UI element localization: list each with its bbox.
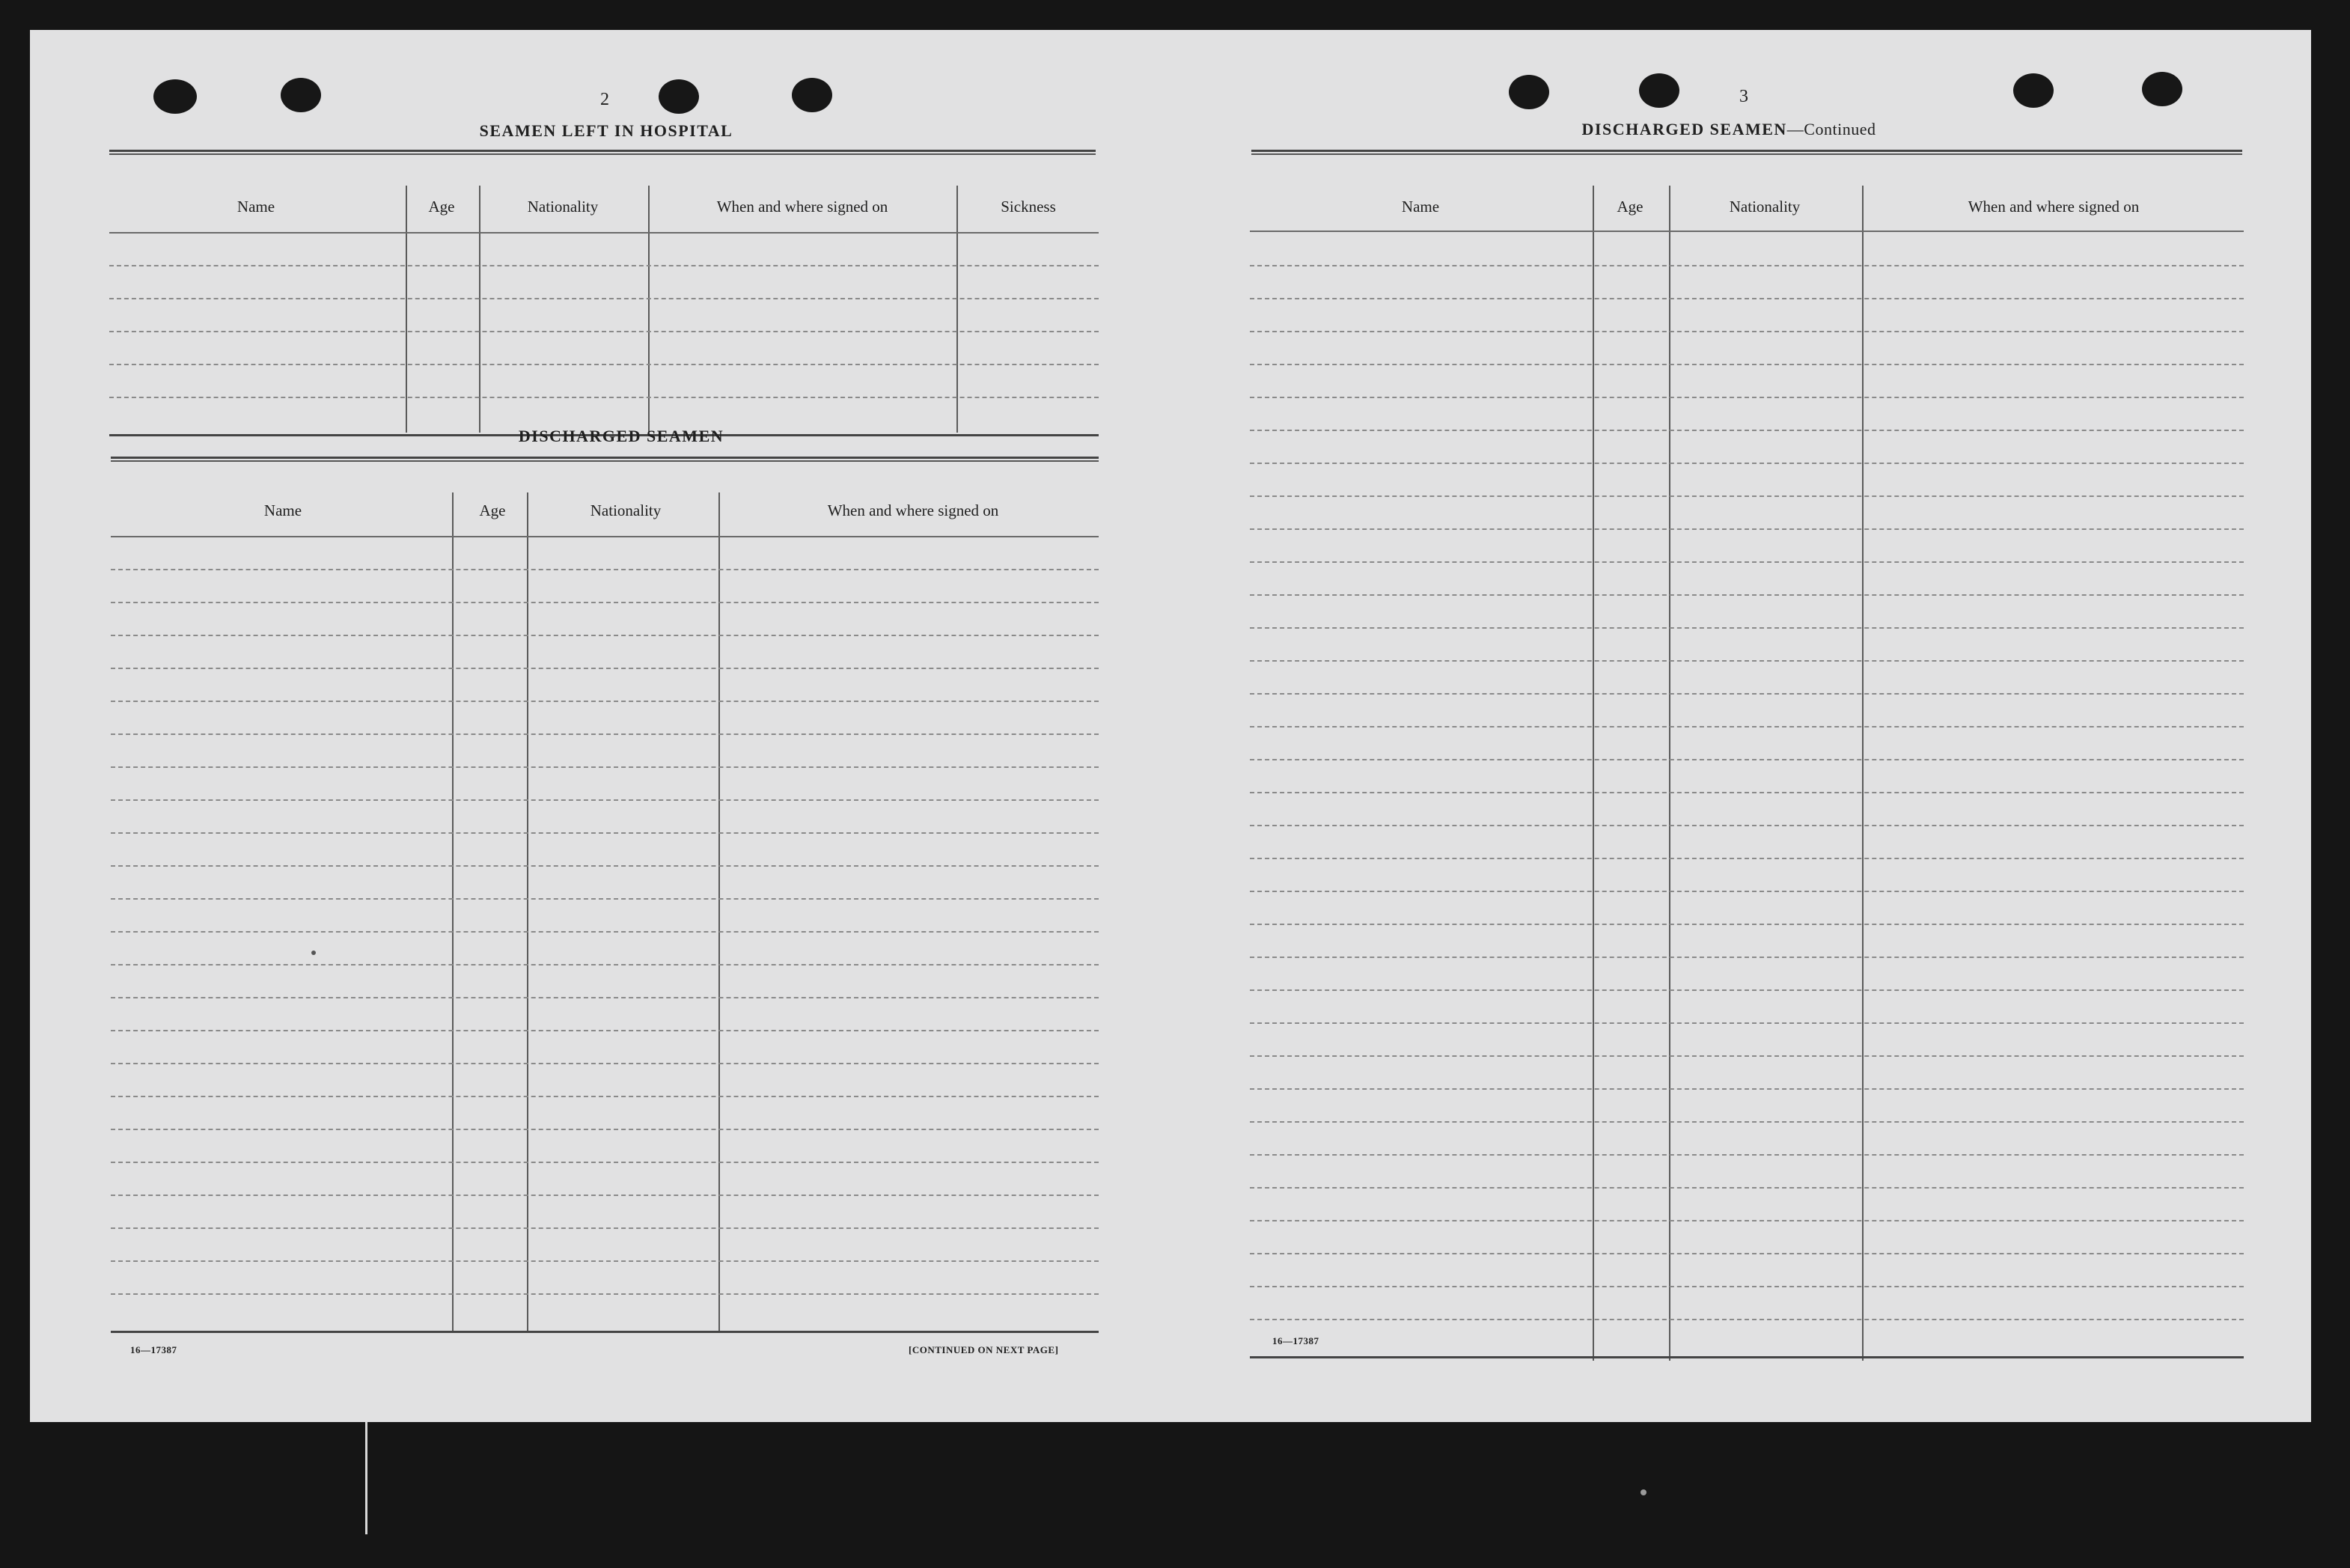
entry-row-line bbox=[1250, 891, 2244, 892]
entry-row-line bbox=[1250, 660, 2244, 662]
entry-row-line bbox=[1250, 594, 2244, 596]
entry-row-line bbox=[1250, 759, 2244, 760]
column-divider bbox=[718, 492, 720, 1331]
entry-row-line bbox=[1250, 1319, 2244, 1320]
column-divider bbox=[1862, 186, 1864, 1361]
header-underline bbox=[1250, 231, 2244, 232]
entry-row-line bbox=[111, 931, 1099, 933]
punch-hole bbox=[1639, 73, 1679, 108]
entry-row-line bbox=[1250, 298, 2244, 299]
column-divider bbox=[406, 186, 407, 433]
entry-row-line bbox=[111, 1063, 1099, 1064]
entry-row-line bbox=[111, 1227, 1099, 1229]
entry-row-line bbox=[111, 766, 1099, 768]
entry-row-line bbox=[1250, 825, 2244, 826]
entry-row-line bbox=[1250, 1286, 2244, 1287]
column-divider bbox=[1593, 186, 1594, 1361]
entry-row-line bbox=[1250, 1022, 2244, 1024]
scan-speck bbox=[1641, 1489, 1646, 1495]
entry-row-line bbox=[111, 1260, 1099, 1262]
column-header-when-where: When and where signed on bbox=[716, 198, 888, 216]
page-number-left: 2 bbox=[600, 90, 609, 109]
header-underline bbox=[109, 232, 1099, 234]
entry-row-line bbox=[1250, 364, 2244, 365]
entry-row-line bbox=[109, 397, 1099, 398]
entry-row-line bbox=[111, 733, 1099, 735]
entry-row-line bbox=[111, 997, 1099, 998]
scan-crease bbox=[365, 1422, 367, 1534]
entry-row-line bbox=[111, 635, 1099, 636]
entry-row-line bbox=[111, 569, 1099, 570]
entry-row-line bbox=[1250, 858, 2244, 859]
column-header-nationality: Nationality bbox=[527, 198, 599, 216]
entry-row-line bbox=[1250, 989, 2244, 991]
entry-row-line bbox=[1250, 1154, 2244, 1156]
paper-speck bbox=[311, 951, 316, 955]
entry-row-line bbox=[111, 898, 1099, 900]
entry-row-line bbox=[111, 832, 1099, 834]
punch-hole bbox=[792, 78, 832, 112]
entry-row-line bbox=[109, 265, 1099, 266]
continued-title-suffix: —Continued bbox=[1786, 120, 1876, 138]
punch-hole bbox=[659, 79, 699, 114]
punch-hole bbox=[153, 79, 197, 114]
form-number-right: 16—17387 bbox=[1272, 1335, 1319, 1346]
continued-note: [CONTINUED ON NEXT PAGE] bbox=[909, 1344, 1059, 1355]
entry-row-line bbox=[1250, 463, 2244, 464]
column-header-name: Name bbox=[1401, 198, 1440, 216]
column-header-age: Age bbox=[1617, 198, 1644, 216]
entry-row-line bbox=[109, 331, 1099, 332]
entry-row-line bbox=[111, 602, 1099, 603]
entry-row-line bbox=[1250, 1187, 2244, 1189]
discharged-table-bottom-rule bbox=[111, 1331, 1099, 1333]
discharged-title-rule bbox=[111, 457, 1099, 462]
entry-row-line bbox=[1250, 957, 2244, 958]
continued-title-main: DISCHARGED SEAMEN bbox=[1581, 120, 1787, 138]
column-divider bbox=[648, 186, 650, 433]
punch-hole bbox=[281, 78, 321, 112]
entry-row-line bbox=[111, 1096, 1099, 1097]
entry-row-line bbox=[109, 298, 1099, 299]
hospital-section-title: SEAMEN LEFT IN HOSPITAL bbox=[479, 121, 733, 140]
entry-row-line bbox=[111, 1195, 1099, 1196]
discharged-table bbox=[111, 463, 1099, 1338]
column-header-nationality: Nationality bbox=[590, 501, 662, 519]
header-underline bbox=[111, 536, 1099, 537]
entry-row-line bbox=[1250, 924, 2244, 925]
entry-row-line bbox=[111, 799, 1099, 801]
entry-row-line bbox=[111, 865, 1099, 867]
column-header-name: Name bbox=[263, 501, 302, 519]
column-header-age: Age bbox=[428, 198, 455, 216]
punch-hole bbox=[2013, 73, 2054, 108]
entry-row-line bbox=[1250, 397, 2244, 398]
entry-row-line bbox=[1250, 265, 2244, 266]
entry-row-line bbox=[111, 1030, 1099, 1031]
page-number-right: 3 bbox=[1739, 87, 1748, 106]
column-divider bbox=[527, 492, 528, 1331]
entry-row-line bbox=[1250, 561, 2244, 563]
discharged-section-title: DISCHARGED SEAMEN bbox=[518, 427, 724, 445]
column-header-age: Age bbox=[479, 501, 506, 519]
column-header-when-where: When and where signed on bbox=[827, 501, 999, 519]
entry-row-line bbox=[111, 1129, 1099, 1130]
hospital-table bbox=[109, 156, 1099, 440]
entry-row-line bbox=[1250, 1253, 2244, 1254]
continued-section-title bbox=[1582, 120, 1876, 139]
entry-row-line bbox=[1250, 726, 2244, 727]
entry-row-line bbox=[111, 1293, 1099, 1295]
punch-hole bbox=[2142, 72, 2182, 106]
continued-table-bottom-rule bbox=[1250, 1356, 2244, 1358]
entry-row-line bbox=[1250, 693, 2244, 695]
column-header-name: Name bbox=[236, 198, 275, 216]
entry-row-line bbox=[111, 701, 1099, 702]
punch-hole bbox=[1509, 75, 1549, 109]
form-number-left: 16—17387 bbox=[130, 1344, 177, 1355]
entry-row-line bbox=[1250, 430, 2244, 431]
column-divider bbox=[956, 186, 958, 433]
entry-row-line bbox=[1250, 1055, 2244, 1057]
entry-row-line bbox=[1250, 1088, 2244, 1090]
entry-row-line bbox=[1250, 792, 2244, 793]
entry-row-line bbox=[111, 668, 1099, 669]
entry-row-line bbox=[111, 964, 1099, 965]
continued-table bbox=[1250, 156, 2244, 1361]
hospital-title-rule bbox=[109, 150, 1096, 155]
column-divider bbox=[479, 186, 480, 433]
column-divider bbox=[452, 492, 454, 1331]
entry-row-line bbox=[1250, 495, 2244, 497]
entry-row-line bbox=[1250, 331, 2244, 332]
document-sheet bbox=[30, 30, 2311, 1422]
column-header-sickness: Sickness bbox=[1001, 198, 1056, 216]
entry-row-line bbox=[109, 364, 1099, 365]
column-header-when-where: When and where signed on bbox=[1968, 198, 2140, 216]
entry-row-line bbox=[1250, 528, 2244, 530]
column-divider bbox=[1669, 186, 1670, 1361]
entry-row-line bbox=[1250, 1121, 2244, 1123]
continued-title-rule bbox=[1251, 150, 2242, 155]
column-header-nationality: Nationality bbox=[1729, 198, 1801, 216]
entry-row-line bbox=[111, 1162, 1099, 1163]
entry-row-line bbox=[1250, 627, 2244, 629]
entry-row-line bbox=[1250, 1220, 2244, 1221]
